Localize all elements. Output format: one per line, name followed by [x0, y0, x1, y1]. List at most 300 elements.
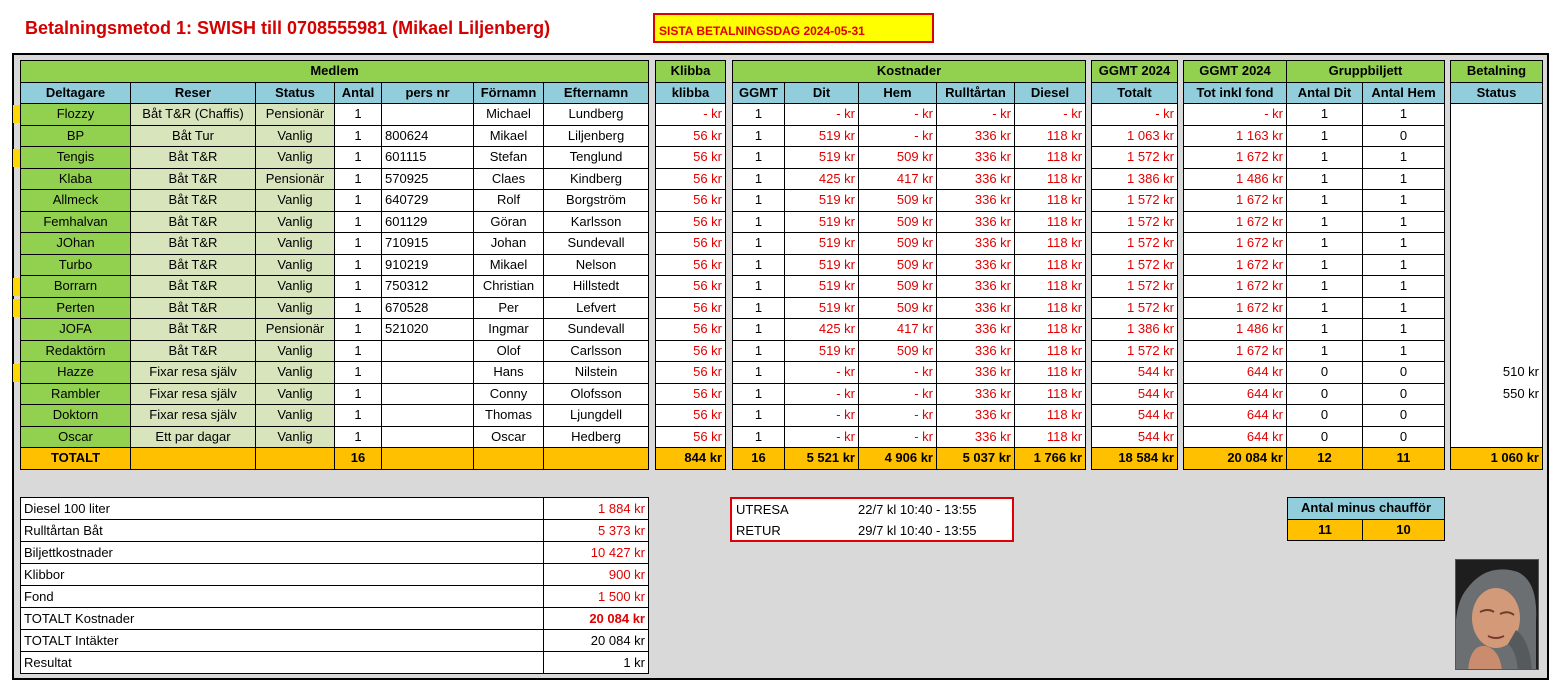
cell-antal-hem: 1	[1363, 276, 1445, 298]
cell-hem: - kr	[859, 405, 937, 427]
cell-totalt: 1 572 kr	[1092, 147, 1178, 169]
cell-hem: - kr	[859, 125, 937, 147]
cell-antal: 1	[335, 254, 382, 276]
cell-hem: 509 kr	[859, 147, 937, 169]
table-row	[1092, 276, 1178, 298]
cell-deltagare: Klaba	[21, 168, 131, 190]
cell-antal-hem: 1	[1363, 297, 1445, 319]
cell-fornamn: Hans	[474, 362, 544, 384]
totals-antal: 16	[335, 448, 382, 470]
cell-fornamn: Göran	[474, 211, 544, 233]
summary-label: Resultat	[21, 652, 544, 674]
cell-dit: - kr	[785, 383, 859, 405]
table-row	[1184, 405, 1445, 427]
totals-row	[1184, 448, 1445, 470]
cell-efternamn: Hillstedt	[544, 276, 649, 298]
cell-reser: Fixar resa själv	[131, 362, 256, 384]
table-row	[1184, 362, 1445, 384]
cell-status: Vanlig	[256, 147, 335, 169]
cell-fornamn: Johan	[474, 233, 544, 255]
cell-rulltartan: 336 kr	[937, 276, 1015, 298]
cell-hem: - kr	[859, 104, 937, 126]
cell-reser: Båt Tur	[131, 125, 256, 147]
cell-efternamn: Tenglund	[544, 147, 649, 169]
totals-row	[733, 448, 1086, 470]
klibba-table	[655, 60, 726, 470]
cell-dit: 425 kr	[785, 319, 859, 341]
cell-tot-inkl-fond: 1 672 kr	[1184, 297, 1287, 319]
cell-efternamn: Hedberg	[544, 426, 649, 448]
table-row	[1092, 233, 1178, 255]
summary-row	[21, 586, 649, 608]
table-row	[1184, 190, 1445, 212]
cell-reser: Båt T&R	[131, 319, 256, 341]
table-row	[1092, 383, 1178, 405]
cell-antal: 1	[335, 211, 382, 233]
table-row	[21, 168, 649, 190]
cell-totalt: 1 572 kr	[1092, 211, 1178, 233]
cell-ggmt: 1	[733, 233, 785, 255]
row-marker	[13, 299, 20, 317]
table-row	[1092, 147, 1178, 169]
cell-klibba: 56 kr	[656, 383, 726, 405]
table-row	[733, 383, 1086, 405]
cell-persnr: 601129	[382, 211, 474, 233]
cell-tot-inkl-fond: - kr	[1184, 104, 1287, 126]
cell-reser: Båt T&R	[131, 276, 256, 298]
cell-reser: Båt T&R	[131, 168, 256, 190]
cell-antal: 1	[335, 405, 382, 427]
totals-empty	[544, 448, 649, 470]
cell-antal: 1	[335, 104, 382, 126]
cell-dit: - kr	[785, 405, 859, 427]
table-row	[21, 383, 649, 405]
col-header-deltagare: Deltagare	[21, 82, 131, 104]
cell-tot-inkl-fond: 1 486 kr	[1184, 319, 1287, 341]
cell-status: Vanlig	[256, 233, 335, 255]
table-row	[656, 104, 726, 126]
summary-label: TOTALT Kostnader	[21, 608, 544, 630]
table-row	[1451, 147, 1543, 169]
cell-totalt: 544 kr	[1092, 383, 1178, 405]
cell-antal-hem: 1	[1363, 340, 1445, 362]
cell-klibba: 56 kr	[656, 254, 726, 276]
cell-klibba: 56 kr	[656, 276, 726, 298]
cell-antal: 1	[335, 125, 382, 147]
summary-row	[21, 608, 649, 630]
totals-empty	[382, 448, 474, 470]
cell-antal-hem: 1	[1363, 211, 1445, 233]
cell-tot-inkl-fond: 1 672 kr	[1184, 211, 1287, 233]
cell-klibba: 56 kr	[656, 319, 726, 341]
cell-antal: 1	[335, 168, 382, 190]
antal-minus-chauffor-table	[1287, 497, 1445, 541]
table-row	[656, 319, 726, 341]
cell-fornamn: Stefan	[474, 147, 544, 169]
totals-ggmt: 16	[733, 448, 785, 470]
cell-rulltartan: 336 kr	[937, 383, 1015, 405]
table-row	[1092, 319, 1178, 341]
cell-hem: 509 kr	[859, 190, 937, 212]
cell-totalt: 544 kr	[1092, 426, 1178, 448]
table-row	[733, 211, 1086, 233]
table-row	[21, 211, 649, 233]
cell-rulltartan: 336 kr	[937, 405, 1015, 427]
cell-betalning	[1451, 276, 1543, 298]
cell-reser: Båt T&R	[131, 190, 256, 212]
cell-hem: 509 kr	[859, 297, 937, 319]
totals-tot-inkl-fond: 20 084 kr	[1184, 448, 1287, 470]
totals-rulltartan: 5 037 kr	[937, 448, 1015, 470]
col-header-hem: Hem	[859, 82, 937, 104]
cell-efternamn: Sundevall	[544, 233, 649, 255]
col-header-reser: Reser	[131, 82, 256, 104]
totals-totalt: 18 584 kr	[1092, 448, 1178, 470]
cell-dit: 425 kr	[785, 168, 859, 190]
cell-persnr: 710915	[382, 233, 474, 255]
cell-rulltartan: 336 kr	[937, 125, 1015, 147]
cell-klibba: 56 kr	[656, 147, 726, 169]
cell-fornamn: Ingmar	[474, 319, 544, 341]
cell-klibba: 56 kr	[656, 405, 726, 427]
table-row	[1184, 340, 1445, 362]
totals-diesel: 1 766 kr	[1015, 448, 1086, 470]
cell-deltagare: JOFA	[21, 319, 131, 341]
cell-tot-inkl-fond: 1 672 kr	[1184, 254, 1287, 276]
cell-fornamn: Christian	[474, 276, 544, 298]
table-row	[656, 405, 726, 427]
table-row	[1184, 383, 1445, 405]
cell-status: Vanlig	[256, 190, 335, 212]
cell-klibba: 56 kr	[656, 125, 726, 147]
table-row	[21, 104, 649, 126]
summary-row	[21, 564, 649, 586]
cell-dit: 519 kr	[785, 233, 859, 255]
cell-antal-dit: 1	[1287, 104, 1363, 126]
cell-ggmt: 1	[733, 190, 785, 212]
cell-rulltartan: 336 kr	[937, 233, 1015, 255]
cell-deltagare: Tengis	[21, 147, 131, 169]
col-header-persnr: pers nr	[382, 82, 474, 104]
summary-row	[21, 542, 649, 564]
cell-betalning	[1451, 426, 1543, 448]
cell-tot-inkl-fond: 644 kr	[1184, 426, 1287, 448]
cell-tot-inkl-fond: 1 672 kr	[1184, 276, 1287, 298]
cell-diesel: 118 kr	[1015, 319, 1086, 341]
kostnader-table	[732, 60, 1086, 470]
cell-totalt: 1 572 kr	[1092, 254, 1178, 276]
cell-deltagare: JOhan	[21, 233, 131, 255]
cell-deltagare: Allmeck	[21, 190, 131, 212]
cell-totalt: 1 386 kr	[1092, 319, 1178, 341]
table-row	[733, 276, 1086, 298]
table-row	[733, 319, 1086, 341]
cell-totalt: - kr	[1092, 104, 1178, 126]
table-row	[1092, 168, 1178, 190]
table-row	[733, 168, 1086, 190]
table-row	[1451, 233, 1543, 255]
minus-chauffor-hem: 10	[1363, 519, 1445, 541]
cell-tot-inkl-fond: 1 672 kr	[1184, 147, 1287, 169]
summary-row	[21, 630, 649, 652]
table-row	[1092, 125, 1178, 147]
cell-fornamn: Claes	[474, 168, 544, 190]
cell-persnr	[382, 104, 474, 126]
totals-hem: 4 906 kr	[859, 448, 937, 470]
cell-totalt: 544 kr	[1092, 405, 1178, 427]
col-header-antal: Antal	[335, 82, 382, 104]
summary-label: Rulltårtan Båt	[21, 520, 544, 542]
cell-diesel: 118 kr	[1015, 168, 1086, 190]
cell-dit: 519 kr	[785, 254, 859, 276]
cell-ggmt: 1	[733, 426, 785, 448]
cell-antal-dit: 0	[1287, 362, 1363, 384]
cell-ggmt: 1	[733, 362, 785, 384]
totals-antal-dit: 12	[1287, 448, 1363, 470]
cell-deltagare: BP	[21, 125, 131, 147]
col-header-efternamn: Efternamn	[544, 82, 649, 104]
cell-dit: 519 kr	[785, 125, 859, 147]
cell-totalt: 1 572 kr	[1092, 233, 1178, 255]
table-row	[656, 147, 726, 169]
cell-reser: Ett par dagar	[131, 426, 256, 448]
cell-klibba: 56 kr	[656, 362, 726, 384]
cell-betalning	[1451, 104, 1543, 126]
table-row	[1184, 426, 1445, 448]
table-row	[21, 426, 649, 448]
cell-persnr	[382, 405, 474, 427]
cell-reser: Båt T&R	[131, 297, 256, 319]
table-row	[1184, 297, 1445, 319]
cell-persnr	[382, 383, 474, 405]
table-row	[1451, 405, 1543, 427]
totals-row	[21, 448, 649, 470]
summary-value: 900 kr	[544, 564, 649, 586]
cell-antal-hem: 1	[1363, 233, 1445, 255]
table-row	[656, 211, 726, 233]
cell-ggmt: 1	[733, 211, 785, 233]
cell-deltagare: Doktorn	[21, 405, 131, 427]
cell-efternamn: Carlsson	[544, 340, 649, 362]
cell-efternamn: Nelson	[544, 254, 649, 276]
cell-ggmt: 1	[733, 319, 785, 341]
cell-dit: 519 kr	[785, 147, 859, 169]
cell-status: Pensionär	[256, 168, 335, 190]
cell-antal-hem: 1	[1363, 168, 1445, 190]
cell-efternamn: Karlsson	[544, 211, 649, 233]
table-row	[1092, 426, 1178, 448]
table-row	[21, 190, 649, 212]
cell-antal-dit: 1	[1287, 168, 1363, 190]
cell-antal-hem: 0	[1363, 125, 1445, 147]
col-header-status: Status	[256, 82, 335, 104]
cell-persnr: 601115	[382, 147, 474, 169]
col-header-rulltartan: Rulltårtan	[937, 82, 1015, 104]
table-row	[1092, 190, 1178, 212]
cell-rulltartan: 336 kr	[937, 319, 1015, 341]
table-row	[1451, 362, 1543, 384]
table-row	[1451, 340, 1543, 362]
table-row	[733, 190, 1086, 212]
cell-status: Vanlig	[256, 340, 335, 362]
summary-value: 10 427 kr	[544, 542, 649, 564]
travel-times-box	[730, 497, 1014, 542]
cell-reser: Båt T&R	[131, 340, 256, 362]
table-row	[1092, 405, 1178, 427]
table-row	[733, 297, 1086, 319]
cell-ggmt: 1	[733, 383, 785, 405]
cell-fornamn: Mikael	[474, 254, 544, 276]
table-row	[656, 297, 726, 319]
cell-betalning	[1451, 254, 1543, 276]
deadline-banner: SISTA BETALNINGSDAG 2024-05-31	[653, 13, 934, 43]
minus-chauffor-dit: 11	[1288, 519, 1363, 541]
cell-dit: 519 kr	[785, 190, 859, 212]
betalning-table	[1450, 60, 1543, 470]
cell-efternamn: Borgström	[544, 190, 649, 212]
cell-persnr: 670528	[382, 297, 474, 319]
cell-antal: 1	[335, 319, 382, 341]
utresa-time: 22/7 kl 10:40 - 13:55	[858, 502, 977, 517]
cell-betalning	[1451, 297, 1543, 319]
table-row	[733, 405, 1086, 427]
cell-tot-inkl-fond: 644 kr	[1184, 383, 1287, 405]
cell-antal-dit: 1	[1287, 211, 1363, 233]
table-row	[21, 147, 649, 169]
cell-fornamn: Oscar	[474, 426, 544, 448]
table-row	[1451, 319, 1543, 341]
cell-fornamn: Olof	[474, 340, 544, 362]
totals-row	[1092, 448, 1178, 470]
table-row	[733, 362, 1086, 384]
cell-hem: - kr	[859, 383, 937, 405]
page-title: Betalningsmetod 1: SWISH till 0708555981 (Mikael Liljenberg)	[25, 18, 551, 38]
cell-status: Vanlig	[256, 362, 335, 384]
totals-label: TOTALT	[21, 448, 131, 470]
cell-antal: 1	[335, 190, 382, 212]
cell-antal-hem: 1	[1363, 190, 1445, 212]
cell-fornamn: Michael	[474, 104, 544, 126]
col-header-betalning-status: Status	[1451, 82, 1543, 104]
cell-ggmt: 1	[733, 125, 785, 147]
cell-reser: Båt T&R	[131, 254, 256, 276]
cell-deltagare: Oscar	[21, 426, 131, 448]
cell-dit: - kr	[785, 426, 859, 448]
table-row	[1184, 276, 1445, 298]
cell-betalning	[1451, 405, 1543, 427]
totals-dit: 5 521 kr	[785, 448, 859, 470]
cell-status: Vanlig	[256, 211, 335, 233]
table-row	[1451, 190, 1543, 212]
cell-antal-hem: 1	[1363, 104, 1445, 126]
sleeping-person-photo-icon	[1456, 560, 1539, 670]
cell-klibba: 56 kr	[656, 426, 726, 448]
cell-deltagare: Rambler	[21, 383, 131, 405]
cell-fornamn: Rolf	[474, 190, 544, 212]
col-header-dit: Dit	[785, 82, 859, 104]
cell-persnr: 570925	[382, 168, 474, 190]
cell-ggmt: 1	[733, 276, 785, 298]
cell-dit: 519 kr	[785, 340, 859, 362]
cell-antal-dit: 1	[1287, 147, 1363, 169]
cell-fornamn: Mikael	[474, 125, 544, 147]
table-row	[656, 168, 726, 190]
cell-klibba: 56 kr	[656, 190, 726, 212]
totals-empty	[256, 448, 335, 470]
cell-klibba: 56 kr	[656, 211, 726, 233]
table-row	[656, 233, 726, 255]
cell-antal-hem: 0	[1363, 405, 1445, 427]
cell-hem: 509 kr	[859, 211, 937, 233]
table-row	[21, 276, 649, 298]
table-row	[1184, 168, 1445, 190]
cell-klibba: 56 kr	[656, 233, 726, 255]
table-row	[1451, 125, 1543, 147]
cell-antal-dit: 1	[1287, 276, 1363, 298]
table-row	[733, 426, 1086, 448]
table-row	[21, 405, 649, 427]
group-header-gruppbiljett: Gruppbiljett	[1287, 61, 1445, 83]
table-row	[1451, 383, 1543, 405]
table-row	[1451, 426, 1543, 448]
cell-antal: 1	[335, 362, 382, 384]
summary-label: Fond	[21, 586, 544, 608]
cell-fornamn: Conny	[474, 383, 544, 405]
summary-label: Diesel 100 liter	[21, 498, 544, 520]
cell-ggmt: 1	[733, 147, 785, 169]
cell-antal-dit: 1	[1287, 125, 1363, 147]
cell-efternamn: Kindberg	[544, 168, 649, 190]
cell-betalning	[1451, 233, 1543, 255]
cell-persnr: 750312	[382, 276, 474, 298]
table-row	[21, 254, 649, 276]
summary-label: TOTALT Intäkter	[21, 630, 544, 652]
cell-antal-dit: 1	[1287, 190, 1363, 212]
table-row	[656, 276, 726, 298]
cell-deltagare: Borrarn	[21, 276, 131, 298]
cell-hem: - kr	[859, 426, 937, 448]
cell-hem: 417 kr	[859, 168, 937, 190]
cell-diesel: 118 kr	[1015, 340, 1086, 362]
cell-tot-inkl-fond: 1 672 kr	[1184, 233, 1287, 255]
summary-row	[21, 652, 649, 674]
cell-antal-hem: 1	[1363, 254, 1445, 276]
cell-antal: 1	[335, 147, 382, 169]
cell-diesel: 118 kr	[1015, 254, 1086, 276]
row-marker	[13, 105, 20, 123]
table-row	[656, 362, 726, 384]
cell-antal: 1	[335, 233, 382, 255]
col-header-antal-hem: Antal Hem	[1363, 82, 1445, 104]
cell-antal: 1	[335, 383, 382, 405]
col-header-klibba: klibba	[656, 82, 726, 104]
cell-persnr: 910219	[382, 254, 474, 276]
totals-antal-hem: 11	[1363, 448, 1445, 470]
cell-status: Pensionär	[256, 319, 335, 341]
table-row	[1092, 211, 1178, 233]
cell-tot-inkl-fond: 644 kr	[1184, 405, 1287, 427]
cell-antal-hem: 0	[1363, 383, 1445, 405]
cell-antal: 1	[335, 426, 382, 448]
cell-ggmt: 1	[733, 104, 785, 126]
cell-persnr: 640729	[382, 190, 474, 212]
cell-rulltartan: 336 kr	[937, 168, 1015, 190]
cell-klibba: 56 kr	[656, 340, 726, 362]
cell-status: Pensionär	[256, 104, 335, 126]
cell-dit: 519 kr	[785, 276, 859, 298]
totals-empty	[474, 448, 544, 470]
totals-row	[656, 448, 726, 470]
